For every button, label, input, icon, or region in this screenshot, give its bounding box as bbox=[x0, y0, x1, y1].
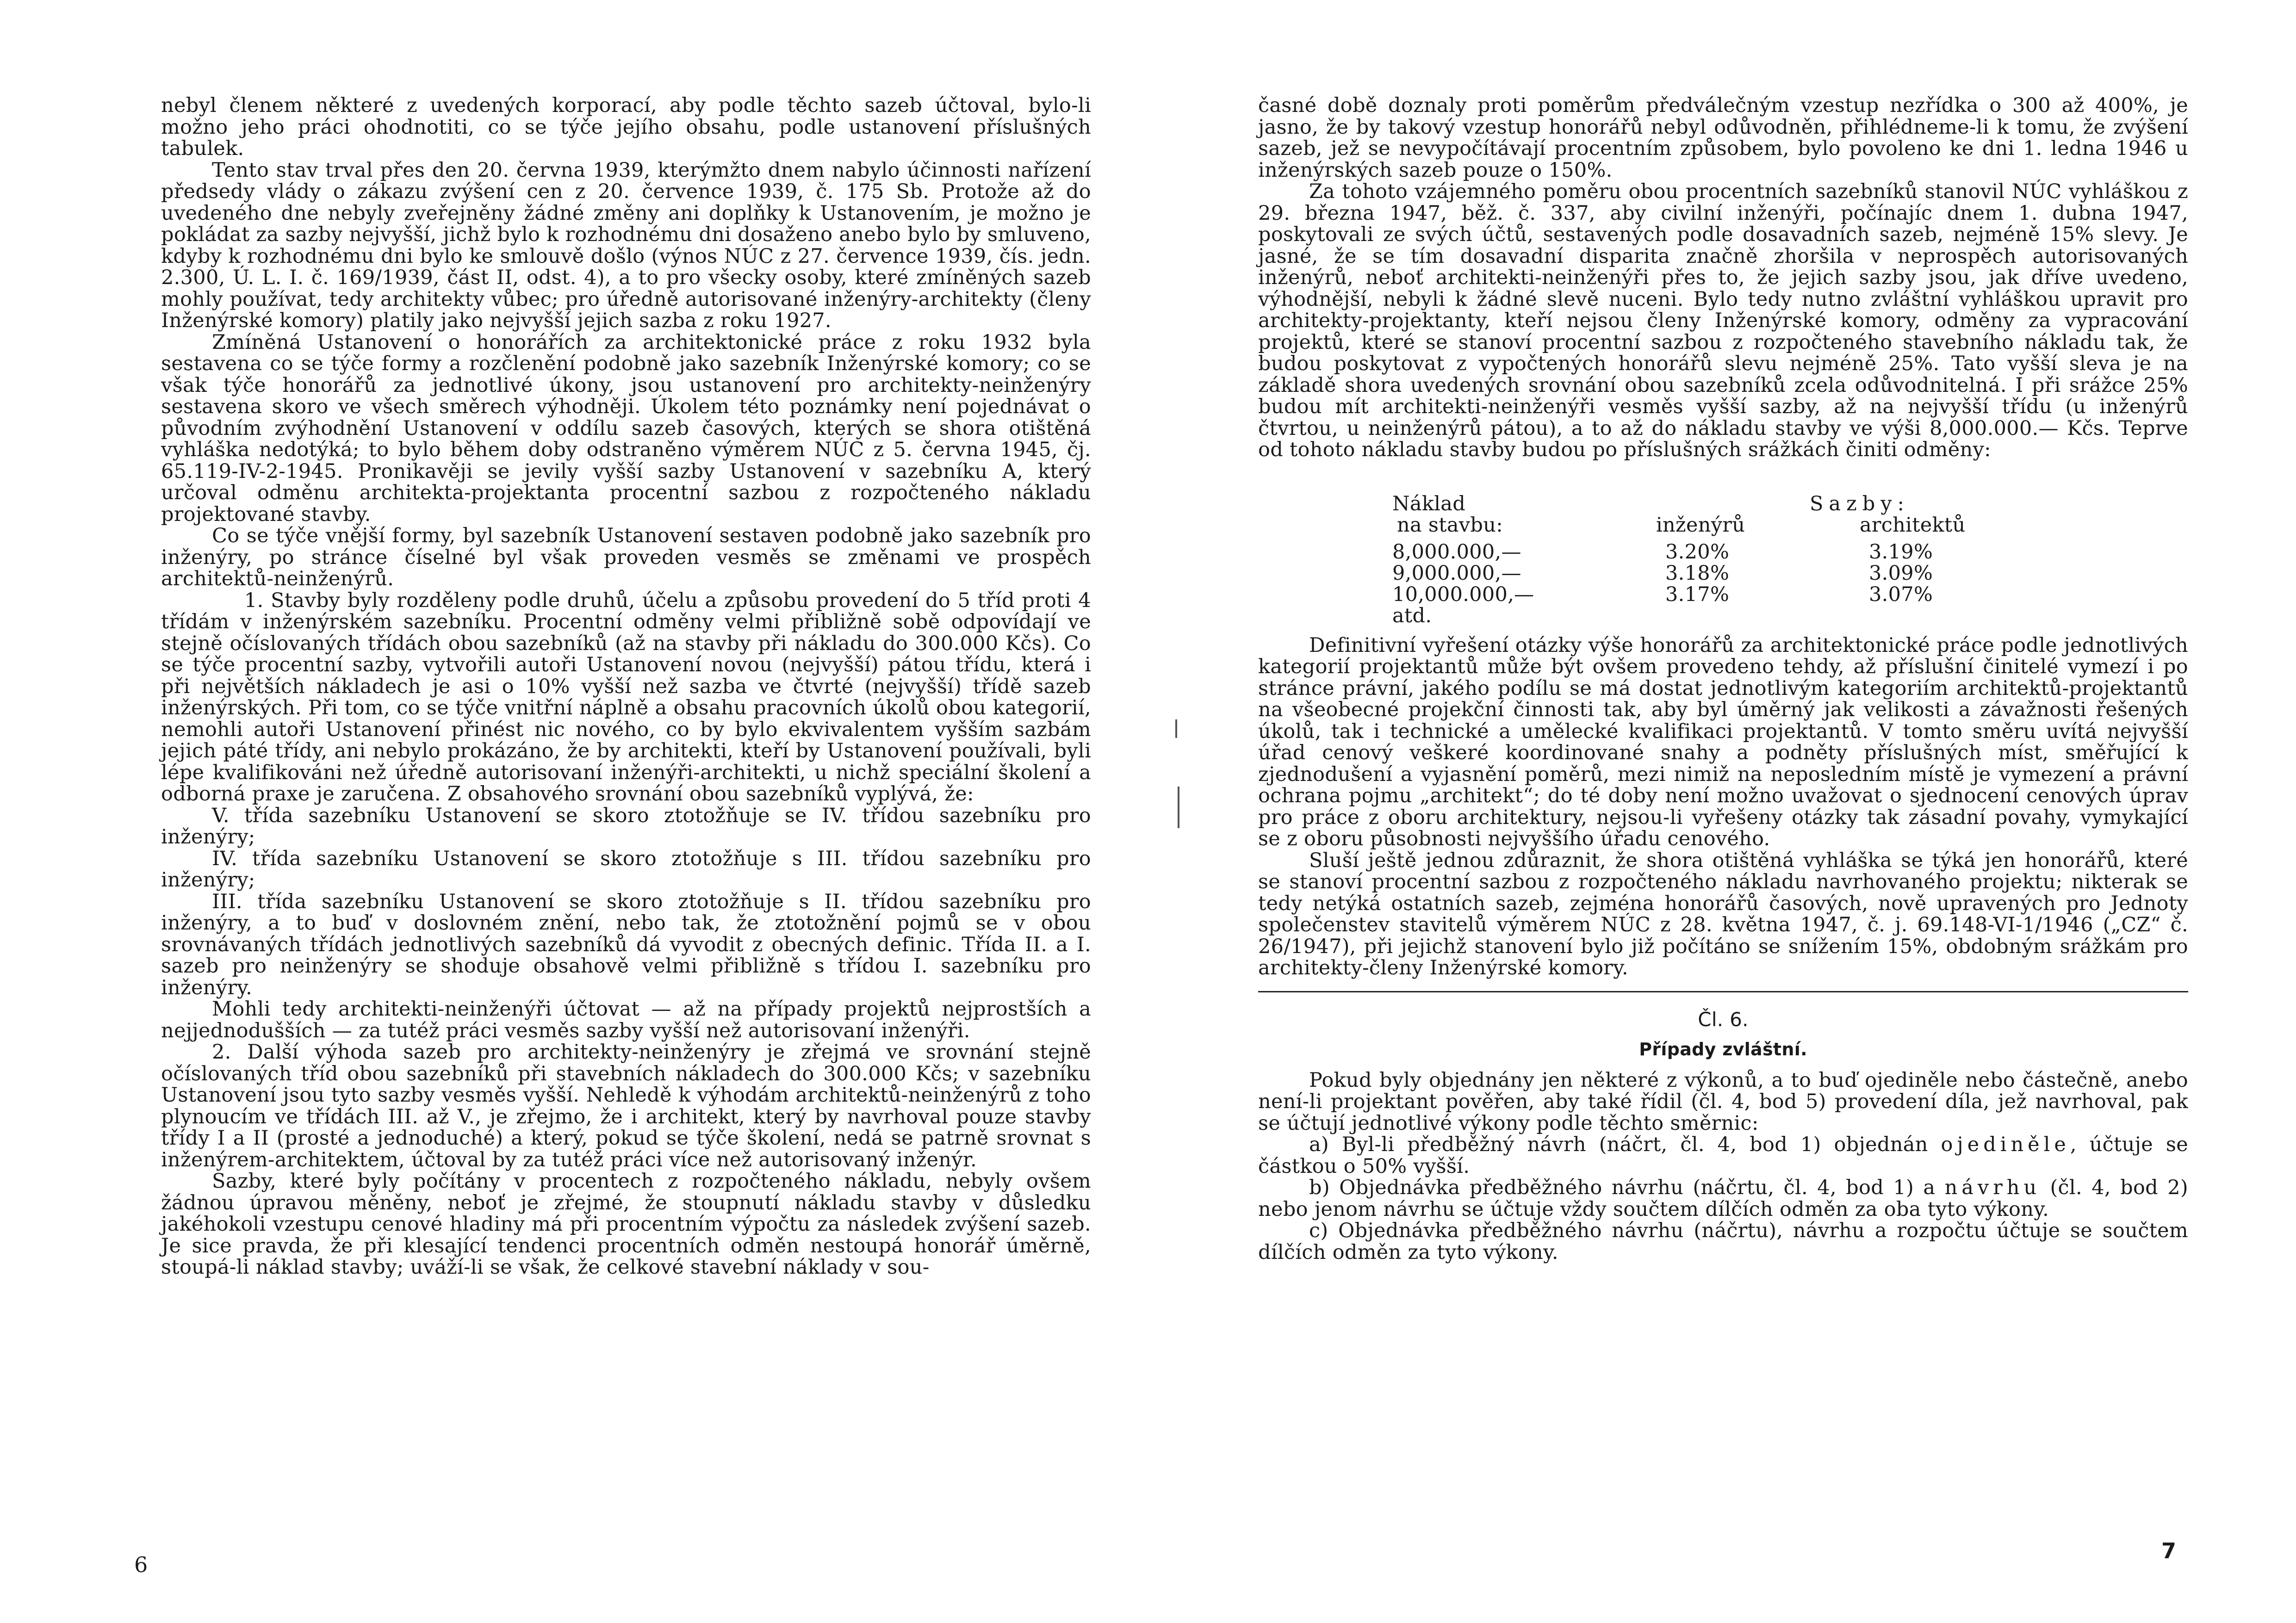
paragraph: IV. třída sazebníku Ustanovení se skoro ztotožňuje s III. třídou sazebníku pro inženýry; bbox=[161, 847, 1091, 892]
header-rates: Sazby: bbox=[1809, 492, 1910, 515]
list-item bbox=[1258, 1177, 2188, 1220]
header-architects: architektů bbox=[1860, 513, 1966, 537]
table-row bbox=[1392, 563, 2063, 584]
item-text: (čl. 4, bod 2) nebo jenom návrhu se účtuje vždy součtem dílčích odměn za oba tyto výkony. bbox=[1258, 1176, 2188, 1221]
item-text: , účtuje se částkou o 50% vyšší. bbox=[1258, 1133, 2188, 1178]
paragraph: Definitivní vyřešení otázky výše honorářů za architektonické práce podle jednotlivých kategorií projektantů může být ovšem provedeno tehdy, až příslušní činitelé vymezí i po stránce právní, jakého podílu se má dostat jednotlivým kategoriím architektů-projektantů na všeobecné projekční činnosti tak, aby byl úměrný jak velikosti a závažnosti řešených úkolů, tak i technické a umělecké kvalifikaci projektantů. V tomto směru uvítá nejvyšší úřad cenový veškeré koordinované snahy a podněty příslušných míst, směřující k zjednodušení a vyjasnění poměrů, mezi nimiž na neposledním místě je vymezení a právní ochrana pojmu „architekt“; do té doby není možno uvažovat o sjednocení cenových úprav pro práce z oboru architektury, nejsou-li vyřešeny otázky tak zásadní povahy, vymykající se z oboru působnosti nejvyššího úřadu cenového. bbox=[1258, 633, 2188, 850]
paragraph: Pokud byly objednány jen některé z výkonů, a to buď ojediněle nebo částečně, anebo není-li projektant pověřen, aby také řídil (čl. 4, bod 5) provedení díla, jež navrhoval, pak se účtují jednotlivé výkony podle těchto směrnic: bbox=[1258, 1068, 2188, 1135]
paragraph: Zmíněná Ustanovení o honorářích za architektonické práce z roku 1932 byla sestavena co se týče formy a rozčlenění podobně jako sazebník Inženýrské komory; co se však týče honorářů za jednotlivé úkony, jsou ustanovení pro architekty-neinženýry sestavena skoro ve všech směrech výhodněji. Úkolem této poznámky není pojednávat o původním zvýhodnění Ustanovení v oddílu sazeb časových, kterých se shora otištěná vyhláška nedotýká; to bylo během doby odstraněno výměrem NÚC z 5. června 1945, čj. 65.119-IV-2-1945. Pronikavěji se jevily vyšší sazby Ustanovení v sazebníku A, který určoval odměnu architekta-projektanta procentní sazbou z rozpočteného nákladu projektované stavby. bbox=[161, 330, 1091, 526]
paragraph: Mohli tedy architekti-neinženýři účtovat — až na případy projektů nejprostších a nejjednodušších — za tutéž práci vesměs sazby vyšší než autorisovaní inženýři. bbox=[161, 997, 1091, 1042]
header-engineers: inženýrů bbox=[1656, 513, 1745, 537]
page-number: 6 bbox=[134, 1552, 148, 1577]
paragraph: Za tohoto vzájemného poměru obou procentních sazebníků stanovil NÚC vyhláškou z 29. března 1947, běž. č. 337, aby civilní inženýři, počínajíc dnem 1. dubna 1947, poskytovali ze svých účtů, sestavených podle dosavadních sazeb, nejméně 15% slevy. Je jasné, že se tím dosavadní disparita značně zhoršila v neprospěch autorisovaných inženýrů, neboť architekti-neinženýři přes to, že jejich sazby jsou, jak dříve uvedeno, výhodnější, nebyli k žádné slevě nuceni. Bylo tedy nutno zvláštní vyhláškou upravit pro architekty-projektanty, kteří nejsou členy Inženýrské komory, odměny za vypracování projektů, které se stanoví procentní sazbou z rozpočteného stavebního nákladu tak, že budou poskytovat z vypočtených honorářů slevu nejméně 25%. Tato vyšší sleva je na základě shora uvedených srovnání obou sazebníků zcela odůvodnitelná. I při srážce 25% budou mít architekti-neinženýři vesměs vyšší sazby, až na nejvyšší třídu (u inženýrů čtvrtou, u neinženýrů pátou), a to až do nákladu stavby ve výši 8,000.000.— Kčs. Teprve od tohoto nákladu stavby budou po příslušných srážkách činiti odměny: bbox=[1258, 180, 2188, 461]
paragraph: Co se týče vnější formy, byl sazebník Ustanovení sestaven podobně jako sazebník pro inženýry, po stránce číselné byl však proveden vesměs se změnami ve prospěch architektů-neinženýrů. bbox=[161, 524, 1091, 590]
paragraph: 1. Stavby byly rozděleny podle druhů, účelu a způsobu provedení do 5 tříd proti 4 třídám v inženýrském sazebníku. Procentní odměny velmi přibližně sobě odpovídají ve stejně očíslovaných třídách obou sazebníků (až na stavby při nákladu do 300.000 Kčs). Co se týče procentní sazby, vytvořili autoři Ustanovení novou (nejvyšší) pátou třídu, která i při největších nákladech je asi o 10% vyšší než sazba ve čtvrté (nejvyšší) třídě sazeb inženýrských. Při tom, co se týče vnitřní náplně a obsahu pracovních úkolů obou kategorií, nemohli autoři Ustanovení přinést nic nového, co by bylo ekvivalentem vyšším sazbám jejich páté třídy, ani nebylo prokázáno, že by architekti, kteří by Ustanovení používali, byli lépe kvalifikováni než úředně autorisovaní inženýři-architekti, u nichž speciální školení a odborná praxe je zaručena. Z obsahového srovnání obou sazebníků vyplývá, že: bbox=[161, 588, 1091, 805]
rates-table bbox=[1392, 493, 2063, 626]
architects-rate-cell: 3.19% bbox=[1869, 540, 1933, 564]
paragraph: III. třída sazebníku Ustanovení se skoro ztotožňuje s II. třídou sazebníku pro inženýry, a to buď v doslovném znění, nebo tak, že ztotožnění pojmů se v obou srovnávaných třídách jednotlivých sazebníků dá vyvodit z obecných definic. Třída II. a I. sazeb pro neinženýry se shoduje obsahově velmi přibližně s třídou I. sazebníku pro inženýry. bbox=[161, 890, 1091, 999]
item-emphasis: návrhu bbox=[1944, 1176, 2041, 1199]
item-emphasis: ojediněle bbox=[1941, 1133, 2070, 1156]
paragraph: Sluší ještě jednou zdůraznit, že shora otištěná vyhláška se týká jen honorářů, které se stanoví procentní sazbou z rozpočteného nákladu navrhovaného projektu; nikterak se tedy netýká ostatních sazeb, zejména honorářů časových, nově upravených pro Jednoty společenstev stavitelů výměrem NÚC z 28. května 1947, č. j. 69.148-VI-1/1946 („CZ“ č. 26/1947), při jejichž stanovení bylo již počítáno se snížením 15%, obdobným srážkám pro architekty-členy Inženýrské komory. bbox=[1258, 849, 2188, 979]
left-text-column bbox=[161, 95, 1091, 1278]
engineers-rate-cell: 3.20% bbox=[1665, 540, 1730, 564]
cost-cell: 10,000.000,— bbox=[1392, 582, 1534, 606]
paragraph: V. třída sazebníku Ustanovení se skoro ztotožňuje se IV. třídou sazebníku pro inženýry; bbox=[161, 804, 1091, 849]
architects-rate-cell: 3.07% bbox=[1869, 582, 1933, 606]
table-row bbox=[1392, 584, 2063, 605]
architects-rate-cell: 3.09% bbox=[1869, 561, 1933, 585]
paragraph: Sazby, které byly počítány v procentech z rozpočteného nákladu, nebyly ovšem žádnou úpravou měněny, neboť je zřejmé, že stoupnutí nákladu stavby v důsledku jakéhokoli vzestupu cenové hladiny má při procentním výpočtu za následek zvýšení sazeb. Je sice pravda, že při klesající tendenci procentních odměn nestoupá honorář úměrně, stoupá-li náklad stavby; uváží-li se však, že celkové stavební náklady v sou- bbox=[161, 1170, 1091, 1279]
item-text: b) Objednávka předběžného návrhu (náčrtu, čl. 4, bod 1) a bbox=[1309, 1176, 1945, 1199]
list-item: c) Objednávka předběžného návrhu (náčrtu), návrhu a rozpočtu účtuje se součtem dílčích odměn za tyto výkony. bbox=[1258, 1219, 2188, 1264]
header-cost: Náklad bbox=[1392, 492, 1466, 515]
paragraph: nebyl členem některé z uvedených korporací, aby podle těchto sazeb účtoval, bylo-li možno jeho práci ohodnotiti, co se týče jejího obsahu, podle ustanovení příslušných tabulek. bbox=[161, 94, 1091, 160]
cost-cell: 8,000.000,— bbox=[1392, 540, 1521, 564]
item-text: a) Byl-li předběžný návrh (náčrt, čl. 4, bod 1) objednán bbox=[1309, 1133, 1941, 1156]
table-row bbox=[1392, 536, 2063, 563]
right-text-column bbox=[1258, 95, 2188, 1263]
paragraph: 2. Další výhoda sazeb pro architekty-neinženýry je zřejmá ve srovnání stejně očíslovaných tříd obou sazebníků při stavebních nákladech do 300.000 Kčs; v sazebníku Ustanovení jsou tyto sazby vesměs vyšší. Nehledě k výhodám architektů-neinženýrů z toho plynoucím ve třídách III. až V., je zřejmo, že i architekt, který by navrhoval pouze stavby třídy I a II (prosté a jednoduché) a který, pokud se týče školení, nedá se patrně srovnat s inženýrem-architektem, účtoval by za tutéž práci více než autorisovaný inženýr. bbox=[161, 1041, 1091, 1171]
header-cost-line2: na stavbu: bbox=[1397, 513, 1503, 537]
engineers-rate-cell: 3.18% bbox=[1665, 561, 1730, 585]
section-title: Případy zvláštní. bbox=[1639, 1039, 1807, 1059]
table-etc: atd. bbox=[1392, 604, 1432, 627]
list-item bbox=[1258, 1134, 2188, 1177]
section-number: Čl. 6. bbox=[1698, 1008, 1749, 1031]
engineers-rate-cell: 3.17% bbox=[1665, 582, 1730, 606]
paragraph: Tento stav trval přes den 20. června 1939, kterýmžto dnem nabylo účinnosti nařízení předsedy vlády o zákazu zvýšení cen z 20. července 1939, č. 175 Sb. Protože až do uvedeného dne nebyly zveřejněny žádné změny ani doplňky k Ustanovením, je možno je pokládat za sazby nejvyšší, jichž bylo k rozhodnému dni dosaženo anebo bylo by smluveno, kdyby k rozhodnému dni bylo ke smlouvě došlo (výnos NÚC z 27. července 1939, čís. jedn. 2.300, Ú. L. I. č. 169/1939, část II, odst. 4), a to pro všecky osoby, které zmíněných sazeb mohly používat, tedy architekty vůbec; pro úředně autorisované inženýry-architekty (členy Inženýrské komory) platily jako nejvyšší jejich sazba z roku 1927. bbox=[161, 158, 1091, 332]
cost-cell: 9,000.000,— bbox=[1392, 561, 1521, 585]
right-page bbox=[1148, 0, 2296, 1623]
paragraph: časné době doznaly proti poměrům předválečným vzestup nezřídka o 300 až 400%, je jasno, že by takový vzestup honorářů nebyl odůvodněn, přihlédneme-li k tomu, že zvýšení sazeb, jež se nevypočítávají procentním způsobem, bylo povoleno ke dni 1. ledna 1946 u inženýrských sazeb pouze o 150%. bbox=[1258, 94, 2188, 182]
section-divider bbox=[1258, 991, 2188, 992]
page-number: 7 bbox=[2161, 1538, 2177, 1563]
